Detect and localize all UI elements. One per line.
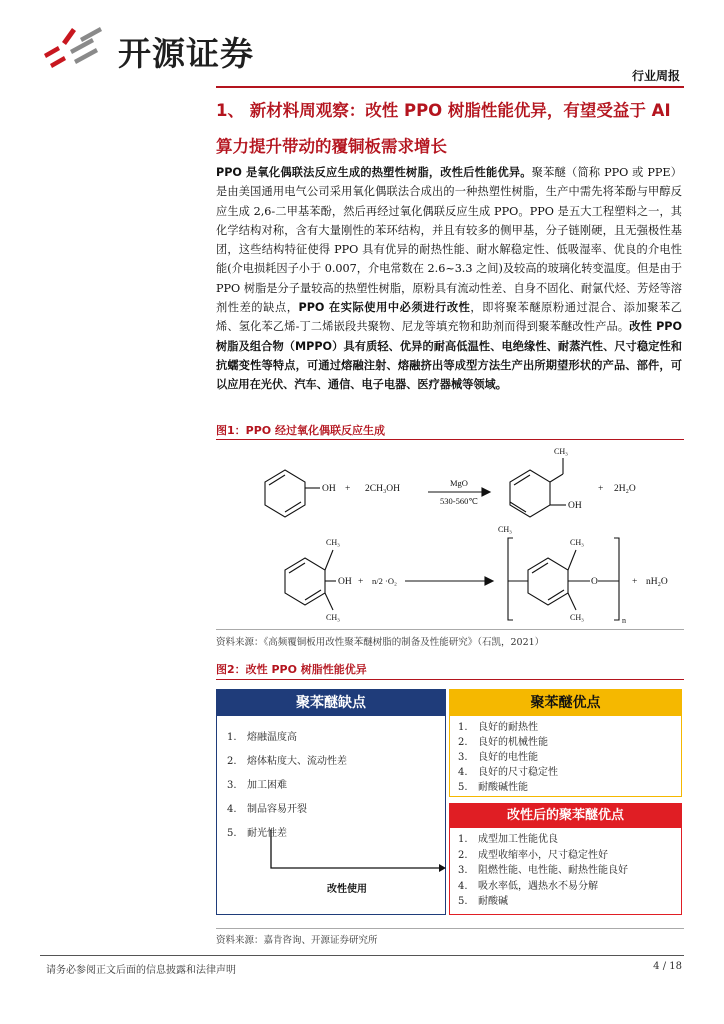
pros-header: 聚苯醚优点 — [450, 690, 681, 716]
list-item-text: 吸水率低，遇热水不易分解 — [478, 880, 598, 892]
list-item: 5. 耐光性差 — [227, 822, 437, 846]
header-divider — [216, 86, 684, 88]
figure-1-bottom-rule — [216, 629, 684, 630]
list-item: 4. 良好的尺寸稳定性 — [458, 767, 558, 778]
figure-2-source: 资料来源：嘉肯咨询、开源证券研究所 — [216, 935, 378, 946]
list-item-text: 耐酸碱 — [478, 896, 508, 907]
chem-label: nH₂O — [646, 577, 668, 587]
figure-2-bottom-rule — [216, 928, 684, 929]
paragraph-run: 改性 PPO 树脂及组合物（MPPO）具有质轻、优异的耐高低温性、电绝缘性、耐蒸汽性、尺寸稳定性和抗蠕变性等特点，可通过熔融注射、熔融挤出等成型方法生产出所期望形状的产品、部件，可以应用在光伏、汽车、通信、电子电器、医疗器械等领域。 — [216, 320, 682, 392]
chem-label: 530-560℃ — [440, 496, 478, 506]
brand-name: 开源证券 — [118, 34, 254, 73]
chem-label: + — [632, 577, 638, 587]
cons-header: 聚苯醚缺点 — [217, 690, 445, 716]
polymer-bracket-right — [614, 538, 619, 620]
list-item-text: 良好的耐热性 — [478, 722, 538, 733]
modified-box — [449, 803, 682, 915]
list-item-text: 耐光性差 — [247, 828, 287, 839]
chem-label: OH — [338, 577, 352, 587]
list-item-text: 熔融温度高 — [247, 732, 297, 743]
list-item-text: 阻燃性能、电性能、耐热性能良好 — [478, 865, 628, 876]
section-tag: 行业周报 — [631, 69, 680, 83]
figure-2-rule — [216, 679, 684, 680]
list-item-text: 成型加工性能优良 — [478, 834, 558, 845]
list-item: 4. 吸水率低，遇热水不易分解 — [458, 879, 680, 895]
list-item-text: 良好的电性能 — [478, 752, 538, 763]
polymer-ring — [528, 558, 568, 605]
chem-label: MgO — [450, 478, 468, 488]
dimethylphenol-ring — [510, 470, 550, 517]
section-heading-line-2: 算力提升带动的覆铜板需求增长 — [216, 137, 447, 156]
list-item-text: 良好的机械性能 — [478, 737, 548, 748]
chem-label: 2H₂O — [614, 484, 636, 494]
body-paragraph — [216, 163, 682, 395]
list-item: 4. 制品容易开裂 — [227, 798, 437, 822]
figure-1-title: 图1：PPO 经过氧化偶联反应生成 — [216, 424, 385, 437]
footer-divider — [40, 955, 684, 956]
list-item-text: 制品容易开裂 — [247, 804, 307, 815]
modified-header: 改性后的聚苯醚优点 — [450, 804, 681, 828]
pros-box — [449, 689, 682, 797]
list-item: 2. 熔体粘度大、流动性差 — [227, 750, 437, 774]
list-item: 2. 成型收缩率小，尺寸稳定性好 — [458, 848, 680, 864]
modify-arrow-label: 改性使用 — [327, 884, 367, 895]
chem-label: + — [598, 484, 604, 494]
list-item: 3. 良好的电性能 — [458, 752, 538, 763]
figure-1-source: 资料来源：《高频覆铜板用改性聚苯醚树脂的制备及性能研究》（石凯，2021） — [216, 637, 545, 648]
paragraph-run: PPO 在实际使用中必须进行改性 — [298, 301, 471, 315]
chem-label: 2CH₃OH — [365, 484, 400, 494]
chem-label: OH — [322, 484, 336, 494]
chem-label: CH₃ — [498, 525, 512, 534]
section-heading-line-1: 1、 新材料周观察：改性 PPO 树脂性能优异，有望受益于 AI — [216, 101, 671, 120]
ppo-comparison-chart — [216, 689, 682, 925]
list-item-text: 耐酸碱性能 — [478, 782, 528, 793]
list-item: 5. 耐酸碱 — [458, 894, 680, 910]
reactant-ring — [285, 558, 325, 605]
list-item-text: 加工困难 — [247, 780, 287, 791]
chem-label: + — [345, 484, 351, 494]
list-item: 3. 加工困难 — [227, 774, 437, 798]
chem-label: CH₃ — [570, 613, 584, 622]
list-item: 1. 熔融温度高 — [227, 726, 437, 750]
phenol-ring — [265, 470, 305, 517]
list-item-text: 成型收缩率小，尺寸稳定性好 — [478, 849, 608, 861]
polymer-bracket-left — [508, 538, 513, 620]
footer-disclaimer: 请务必参阅正文后面的信息披露和法律声明 — [46, 965, 236, 976]
paragraph-run: 聚苯醚（简称 PPO 或 PPE）是由美国通用电气公司采用氧化偶联法合成出的一种热塑性树脂，生产中需先将苯酚与甲醇反应生成 2,6-二甲基苯酚，然后再经过氧化偶联反应生成 PPO。PPO 是五大工程塑料之一，其化学结构对称，含有大量刚性的苯环结构，并且有较多的侧甲基，分子链刚硬，且无强极性基团，这些结构特征使得 PPO 具有优异的耐热性能、耐水解稳定性、低吸湿率、优良的介电性能(介电损耗因子小于 0.007，介电常数在 2.6~3.3 之间)及较高的玻璃化转变温度。但是由于 PPO 树脂是分子量较高的热塑性树脂，原粉具有流动性差、自身不固化、耐氯代烃、芳烃等溶剂性差的缺点， — [216, 166, 682, 315]
figure-2-title: 图2：改性 PPO 树脂性能优异 — [216, 663, 367, 676]
pros-list — [458, 720, 678, 795]
paragraph-run: ，即将聚苯醚原粉通过混合、添加聚苯乙烯、氢化苯乙烯-丁二烯嵌段共聚物、尼龙等填充物和助剂而得到聚苯醚改性产品。 — [216, 301, 682, 334]
chem-label: OH — [568, 501, 582, 511]
logo-mark-icon — [40, 24, 110, 70]
chem-label: CH₃ — [326, 538, 340, 547]
chem-label: + — [358, 577, 364, 587]
list-item: 3. 阻燃性能、电性能、耐热性能良好 — [458, 863, 680, 879]
list-item: 2. 良好的机械性能 — [458, 737, 548, 748]
chem-label: n — [622, 616, 626, 625]
list-item-text: 熔体粘度大、流动性差 — [247, 756, 347, 767]
chem-label: CH₃ — [554, 447, 568, 456]
list-item-text: 良好的尺寸稳定性 — [478, 767, 558, 778]
chem-label: n/2 ·O₂ — [372, 576, 397, 586]
list-item: 1. 成型加工性能优良 — [458, 832, 680, 848]
ppo-reaction-diagram — [230, 440, 690, 625]
list-item: 5. 耐酸碱性能 — [458, 782, 528, 793]
cons-box — [216, 689, 446, 915]
list-item: 1. 良好的耐热性 — [458, 722, 538, 733]
paragraph-run: PPO 是氧化偶联法反应生成的热塑性树脂，改性后性能优异。 — [216, 166, 532, 179]
chem-label: O — [591, 577, 598, 587]
company-logo — [40, 22, 280, 72]
chem-label: CH₃ — [570, 538, 584, 547]
page-number: 4 / 18 — [653, 961, 682, 972]
modified-list — [458, 832, 680, 910]
chem-label: CH₃ — [326, 613, 340, 622]
